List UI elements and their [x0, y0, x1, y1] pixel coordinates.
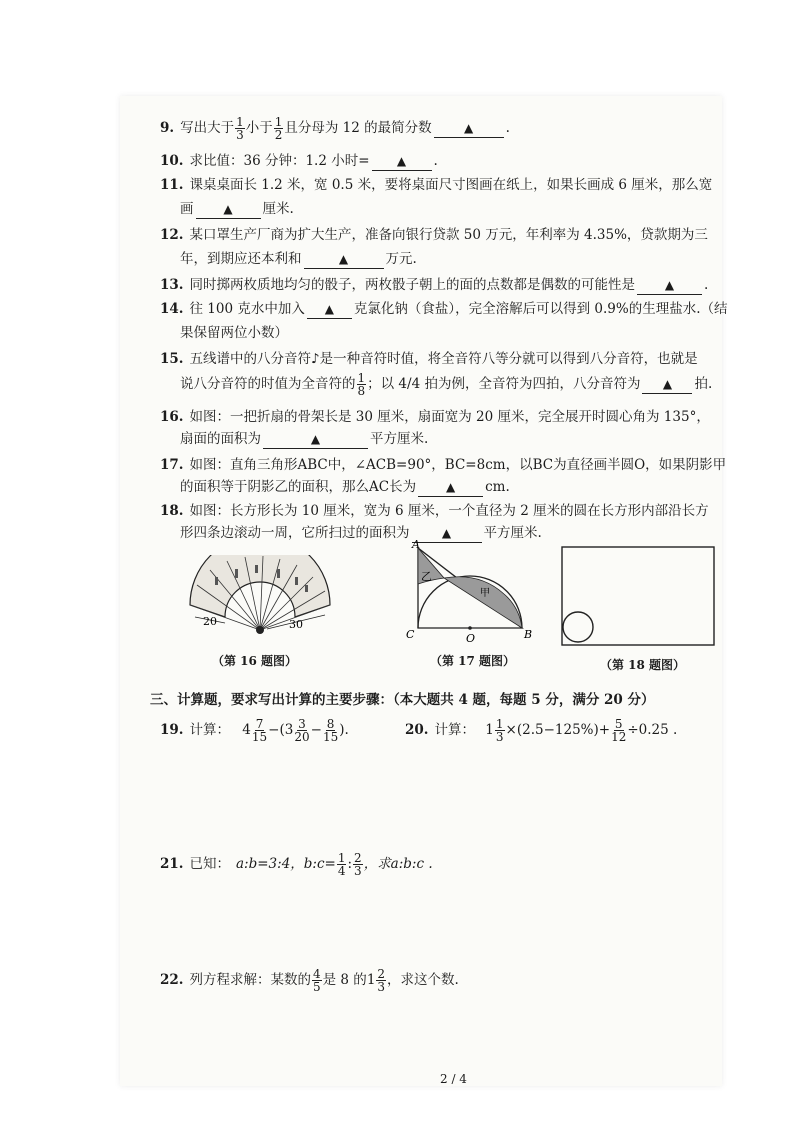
- blank-marker: ▲: [338, 252, 349, 266]
- question-number: 19.: [160, 722, 184, 738]
- question-22: [160, 968, 459, 993]
- question-number: 18.: [160, 503, 184, 519]
- rectangle-circle-figure: [560, 545, 718, 649]
- blank-marker: ▲: [662, 377, 673, 391]
- fraction: [252, 718, 267, 743]
- answer-blank[interactable]: [642, 375, 692, 394]
- question-text: 年，到期应还本利和: [180, 251, 302, 267]
- figure-18-caption: （第 18 题图）: [600, 658, 686, 672]
- blank-marker: ▲: [464, 121, 474, 135]
- answer-blank[interactable]: [304, 250, 384, 269]
- fraction: [312, 968, 322, 993]
- question-14-line2: [180, 324, 288, 342]
- punctuation: .: [704, 277, 709, 293]
- denominator: 3: [495, 730, 504, 744]
- numerator: 4: [313, 967, 321, 981]
- punctuation: .: [433, 153, 438, 169]
- shaded-region-jia: [444, 577, 522, 628]
- question-text: 形四条边滚动一周，它所扫过的面积为: [180, 525, 410, 541]
- numerator: 2: [354, 851, 362, 865]
- question-number: 11.: [160, 177, 184, 193]
- question-text: ，求这个数.: [387, 972, 459, 988]
- fraction: [323, 718, 338, 743]
- numerator: 1: [337, 851, 346, 865]
- fraction: [357, 372, 367, 397]
- blank-marker: ▲: [664, 278, 675, 292]
- question-text: 果保留两位小数）: [180, 325, 288, 341]
- blank-marker: ▲: [396, 154, 407, 168]
- denominator: 2: [274, 128, 283, 142]
- question-number: 15.: [160, 351, 184, 367]
- question-number: 16.: [160, 409, 184, 425]
- question-number: 9.: [160, 120, 175, 136]
- question-16-line2: [180, 430, 428, 449]
- denominator: 3: [236, 128, 244, 142]
- numerator: 2: [377, 967, 386, 981]
- center-label-o: O: [466, 632, 476, 645]
- vertex-label-c: C: [406, 628, 415, 641]
- region-label-jia: 甲: [480, 588, 490, 599]
- question-number: 13.: [160, 277, 184, 293]
- numerator: 1: [274, 115, 283, 129]
- rectangle-10x6: [562, 547, 714, 645]
- question-text: 已知：: [189, 856, 230, 872]
- operator: ×(2.5−125%)+: [505, 722, 611, 738]
- blank-marker: ▲: [310, 432, 321, 446]
- question-11: [160, 176, 712, 194]
- question-text: 是 8 的: [322, 972, 367, 988]
- question-text: ，求a:b:c .: [363, 856, 433, 872]
- question-17: [160, 456, 726, 474]
- answer-blank[interactable]: [418, 478, 483, 497]
- denominator: 8: [357, 384, 366, 398]
- question-20: [405, 718, 677, 743]
- fan-label-30: 30: [289, 618, 303, 631]
- question-text: ；以 4/4 拍为例，全音符为四拍，八分音符为: [367, 376, 641, 392]
- fan-pivot: [256, 626, 264, 634]
- fraction: [235, 116, 245, 141]
- question-17-line2: [180, 478, 510, 497]
- denominator: 15: [322, 730, 339, 744]
- numerator: 1: [236, 115, 244, 129]
- question-12-line2: [180, 250, 417, 269]
- numerator: 1: [357, 371, 366, 385]
- operator: ÷0.25 .: [627, 722, 678, 738]
- denominator: 4: [337, 864, 346, 878]
- blank-marker: ▲: [324, 302, 334, 316]
- question-text: 写出大于: [180, 120, 235, 136]
- question-text: 计算：: [434, 722, 475, 738]
- rolling-circle: [563, 612, 593, 642]
- blank-marker: ▲: [441, 526, 452, 540]
- denominator: 12: [611, 730, 627, 744]
- question-text: 万元.: [385, 251, 417, 267]
- blank-marker: ▲: [223, 202, 233, 216]
- answer-blank[interactable]: [196, 200, 261, 219]
- center-point-o: [468, 626, 472, 630]
- fraction: [337, 852, 347, 877]
- operator: −: [310, 722, 322, 738]
- figure-17-caption: （第 17 题图）: [430, 654, 516, 668]
- question-number: 12.: [160, 227, 184, 243]
- question-21: [160, 852, 433, 877]
- question-text: cm.: [485, 479, 510, 495]
- question-text: 画: [180, 201, 194, 217]
- question-text: 求比值：36 分钟：1.2 小时=: [189, 153, 370, 169]
- fraction: [376, 968, 386, 993]
- denominator: 3: [354, 864, 362, 878]
- question-number: 21.: [160, 856, 184, 872]
- question-text: 平方厘米.: [370, 431, 429, 447]
- question-12: [160, 226, 708, 244]
- numerator: 5: [614, 717, 623, 731]
- question-text: 如图：一把折扇的骨架长是 30 厘米，扇面宽为 20 厘米，完全展开时圆心角为 135°，: [189, 409, 710, 425]
- section-3-heading: 三、计算题，要求写出计算的主要步骤：（本大题共 4 题，每题 5 分，满分 20 分）: [150, 692, 655, 708]
- question-text: 且分母为 12 的最简分数: [284, 120, 432, 136]
- fan-surface: [190, 555, 330, 617]
- operator: ).: [339, 722, 349, 738]
- question-text: 扇面的面积为: [180, 431, 261, 447]
- question-number: 10.: [160, 153, 184, 169]
- question-text: 课桌桌面长 1.2 米，宽 0.5 米，要将桌面尺寸图画在纸上，如果长画成 6 厘米，那么宽: [189, 177, 713, 193]
- denominator: 5: [313, 980, 321, 994]
- vertex-label-b: B: [524, 628, 533, 641]
- question-10: [160, 152, 438, 171]
- vertex-label-a: A: [412, 540, 420, 551]
- fan-label-20: 20: [203, 615, 217, 628]
- question-14: [160, 300, 728, 319]
- answer-blank[interactable]: [434, 119, 504, 138]
- operator: −(3: [268, 722, 294, 738]
- answer-blank[interactable]: [372, 152, 432, 171]
- fraction: [353, 852, 363, 877]
- numerator: 3: [298, 717, 306, 731]
- question-9: [160, 116, 510, 141]
- fraction: [495, 718, 505, 743]
- region-label-yi: 乙: [421, 570, 432, 583]
- numerator: 7: [255, 717, 264, 731]
- question-19: [160, 718, 349, 743]
- whole-number: 4: [242, 722, 251, 738]
- denominator: 15: [251, 730, 268, 744]
- question-text: 某口罩生产厂商为扩大生产，准备向银行贷款 50 万元，年利率为 4.35%，贷款期为三: [189, 227, 708, 243]
- triangle-semicircle-figure: [400, 540, 540, 645]
- question-number: 20.: [405, 722, 429, 738]
- question-number: 22.: [160, 972, 184, 988]
- answer-blank[interactable]: [637, 276, 702, 295]
- ratio-text: a:b=3:4，b:c=: [236, 856, 336, 872]
- figure-16-caption: （第 16 题图）: [212, 654, 298, 668]
- question-number: 14.: [160, 301, 184, 317]
- whole-number: 1: [485, 722, 494, 738]
- question-text: 的面积等于阴影乙的面积，那么AC长为: [180, 479, 417, 495]
- page-number: 2 / 4: [440, 1072, 467, 1086]
- question-text: 如图：直角三角形ABC中，∠ACB=90°，BC=8cm，以BC为直径画半圆O，如果阴影甲: [189, 457, 727, 473]
- question-text: 克氯化钠（食盐），完全溶解后可以得到 0.9%的生理盐水.（结: [353, 301, 728, 317]
- question-15: [160, 350, 698, 368]
- question-11-line2: [180, 200, 294, 219]
- question-text: 说八分音符的时值为全音符的: [180, 376, 356, 392]
- folding-fan-figure: [185, 555, 335, 635]
- answer-blank[interactable]: [263, 430, 368, 449]
- numerator: 1: [495, 717, 504, 731]
- question-text: 列方程求解：某数的: [189, 972, 311, 988]
- question-text: 厘米.: [262, 201, 294, 217]
- question-text: 如图：长方形长为 10 厘米，宽为 6 厘米，一个直径为 2 厘米的圆在长方形内部沿长方: [189, 503, 709, 519]
- question-text: 五线谱中的八分音符♪是一种音符时值，将全音符八等分就可以得到八分音符，也就是: [189, 351, 698, 367]
- question-text: 平方厘米.: [483, 525, 542, 541]
- denominator: 3: [377, 980, 386, 994]
- question-text: 小于: [245, 120, 273, 136]
- whole-number: 1: [366, 972, 376, 988]
- question-number: 17.: [160, 457, 184, 473]
- answer-blank[interactable]: [307, 300, 352, 319]
- punctuation: .: [505, 120, 510, 136]
- denominator: 20: [294, 730, 310, 744]
- question-text: 同时掷两枚质地均匀的骰子，两枚骰子朝上的面的点数都是偶数的可能性是: [189, 277, 635, 293]
- fraction: [274, 116, 284, 141]
- operator: :: [347, 856, 353, 872]
- question-13: [160, 276, 708, 295]
- numerator: 8: [326, 717, 335, 731]
- question-16: [160, 408, 710, 426]
- question-text: 往 100 克水中加入: [189, 301, 305, 317]
- question-15-line2: [180, 372, 712, 397]
- blank-marker: ▲: [445, 480, 456, 494]
- question-18: [160, 502, 709, 520]
- question-text: 计算：: [189, 722, 230, 738]
- fraction: [611, 718, 626, 743]
- question-text: 拍.: [694, 376, 713, 392]
- fraction: [294, 718, 309, 743]
